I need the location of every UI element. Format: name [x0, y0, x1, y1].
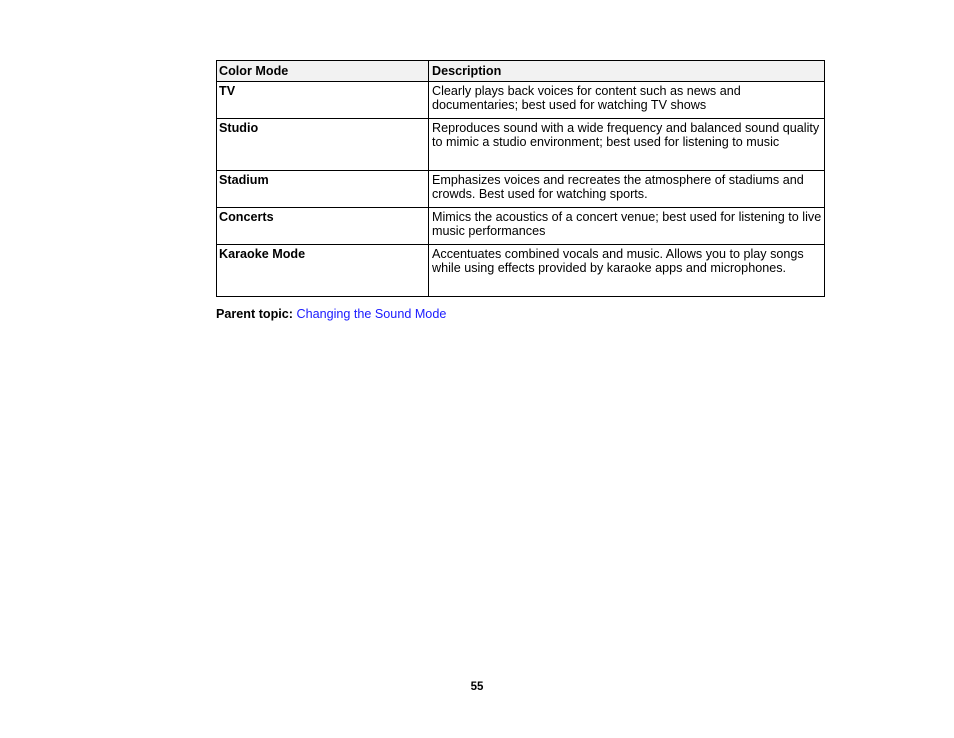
table-row: [217, 118, 825, 170]
page-number: 55: [470, 681, 484, 693]
mode-description-cell: Emphasizes voices and recreates the atmosphere of stadiums and crowds. Best used for watching sports.: [429, 170, 825, 207]
mode-description-cell: Reproduces sound with a wide frequency and balanced sound quality to mimic a studio environment; best used for listening to music: [429, 118, 825, 170]
parent-topic-link[interactable]: Changing the Sound Mode: [296, 307, 447, 321]
mode-description-cell: Accentuates combined vocals and music. Allows you to play songs while using effects provided by karaoke apps and microphones.: [429, 244, 825, 296]
table-header-row: [217, 61, 825, 82]
column-header-description: Description: [429, 61, 825, 82]
mode-name-cell: Karaoke Mode: [217, 244, 429, 296]
parent-topic: [216, 307, 446, 322]
column-header-color-mode: Color Mode: [217, 61, 429, 82]
mode-name-cell: Studio: [217, 118, 429, 170]
table-row: [217, 81, 825, 118]
sound-mode-table: [216, 60, 825, 297]
table-row: [217, 170, 825, 207]
mode-description-cell: Mimics the acoustics of a concert venue; best used for listening to live music performances: [429, 207, 825, 244]
mode-name-cell: Stadium: [217, 170, 429, 207]
mode-name-cell: Concerts: [217, 207, 429, 244]
table-row: [217, 207, 825, 244]
parent-topic-label: Parent topic:: [216, 307, 293, 321]
mode-description-cell: Clearly plays back voices for content such as news and documentaries; best used for watching TV shows: [429, 81, 825, 118]
mode-name-cell: TV: [217, 81, 429, 118]
table-row: [217, 244, 825, 296]
